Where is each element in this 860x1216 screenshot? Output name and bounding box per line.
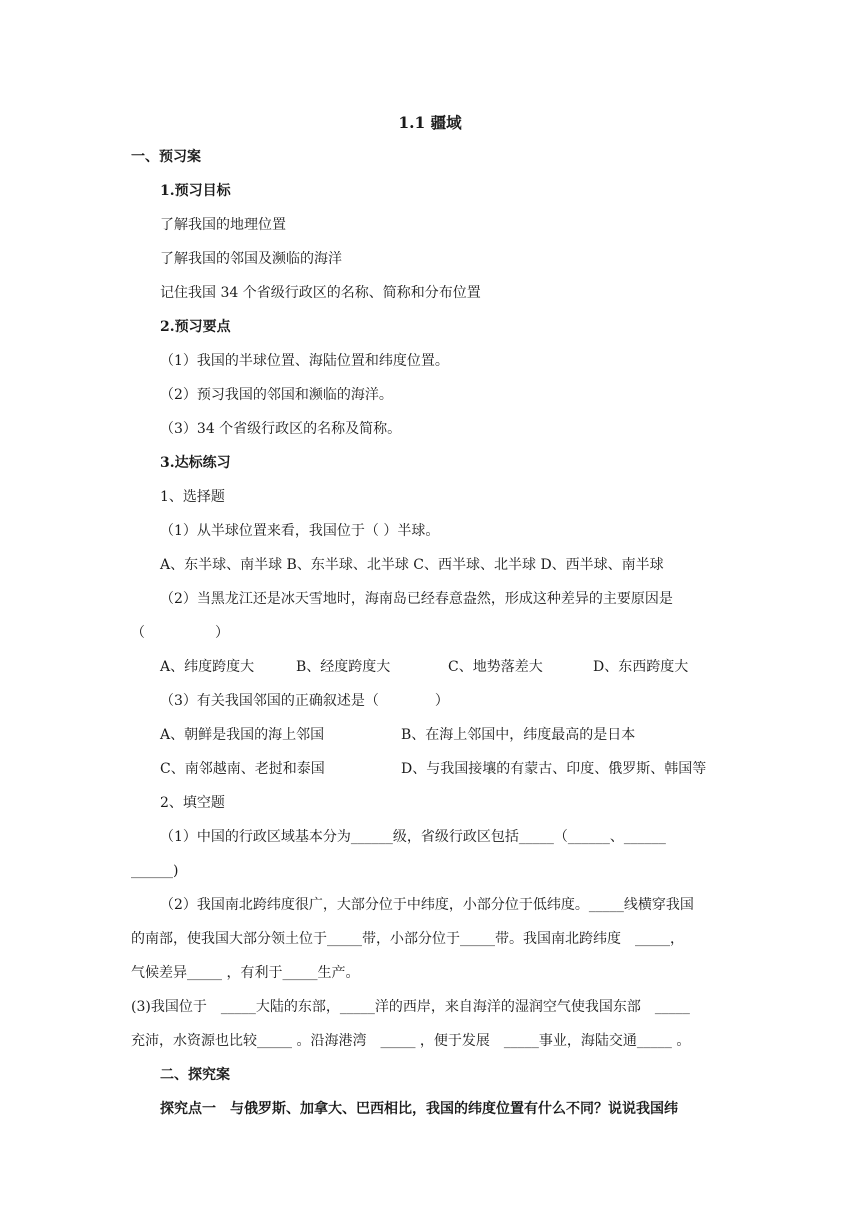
- question-3-option-d: D、与我国接壤的有蒙古、印度、俄罗斯、韩国等: [401, 761, 707, 777]
- heading-practice: 3.达标练习: [160, 455, 231, 471]
- fill-question-1: （1）中国的行政区域基本分为______级，省级行政区包括_____（______、______: [160, 829, 666, 845]
- question-2-option-c: C、地势落差大: [448, 659, 543, 675]
- explore-point-1: 探究点一 与俄罗斯、加拿大、巴西相比，我国的纬度位置有什么不同？说说我国纬: [160, 1101, 678, 1117]
- fill-question-2-cont: 气候差异_____ ，有利于_____生产。: [131, 965, 360, 981]
- question-3: （3）有关我国邻国的正确叙述是（ ）: [160, 693, 449, 709]
- question-1: （1）从半球位置来看，我国位于（ ）半球。: [160, 523, 440, 539]
- goal-item: 了解我国的地理位置: [160, 217, 286, 233]
- question-2-blank: （ ）: [131, 625, 229, 641]
- heading-preview-goals: 1.预习目标: [160, 183, 231, 199]
- question-3-option-a: A、朝鲜是我国的海上邻国: [160, 727, 325, 743]
- heading-fill-questions: 2、填空题: [160, 795, 225, 811]
- fill-question-3-cont: 充沛，水资源也比较_____ 。沿海港湾 _____ ，便于发展 _____事业，海陆交通_____ 。: [131, 1033, 691, 1049]
- point-item: （3）34 个省级行政区的名称及简称。: [160, 421, 402, 437]
- goal-item: 记住我国 34 个省级行政区的名称、简称和分布位置: [160, 285, 481, 301]
- section-heading-preview: 一、预习案: [131, 149, 201, 165]
- heading-preview-points: 2.预习要点: [160, 319, 231, 335]
- question-1-options: A、东半球、南半球 B、东半球、北半球 C、西半球、北半球 D、西半球、南半球: [160, 557, 664, 573]
- question-3-option-c: C、南邻越南、老挝和泰国: [160, 761, 325, 777]
- heading-choice-questions: 1、选择题: [160, 489, 225, 505]
- fill-question-2-cont: 的南部，使我国大部分领土位于_____带，小部分位于_____带。我国南北跨纬度 _____，: [131, 931, 684, 947]
- question-2: （2）当黑龙江还是冰天雪地时，海南岛已经春意盎然，形成这种差异的主要原因是: [160, 591, 673, 607]
- section-heading-explore: 二、探究案: [160, 1067, 230, 1083]
- point-item: （2）预习我国的邻国和濒临的海洋。: [160, 387, 393, 403]
- fill-question-2: （2）我国南北跨纬度很广，大部分位于中纬度，小部分位于低纬度。_____线横穿我国: [160, 897, 694, 913]
- goal-item: 了解我国的邻国及濒临的海洋: [160, 251, 342, 267]
- question-2-option-b: B、经度跨度大: [296, 659, 391, 675]
- point-item: （1）我国的半球位置、海陆位置和纬度位置。: [160, 353, 449, 369]
- question-2-option-d: D、东西跨度大: [593, 659, 689, 675]
- fill-question-1-cont: ______): [131, 863, 179, 879]
- question-2-option-a: A、纬度跨度大: [160, 659, 255, 675]
- page-title: 1.1 疆域: [398, 113, 462, 132]
- question-3-option-b: B、在海上邻国中，纬度最高的是日本: [401, 727, 636, 743]
- fill-question-3: (3)我国位于 _____大陆的东部，_____洋的西岸，来自海洋的湿润空气使我国东部 _____: [131, 999, 690, 1015]
